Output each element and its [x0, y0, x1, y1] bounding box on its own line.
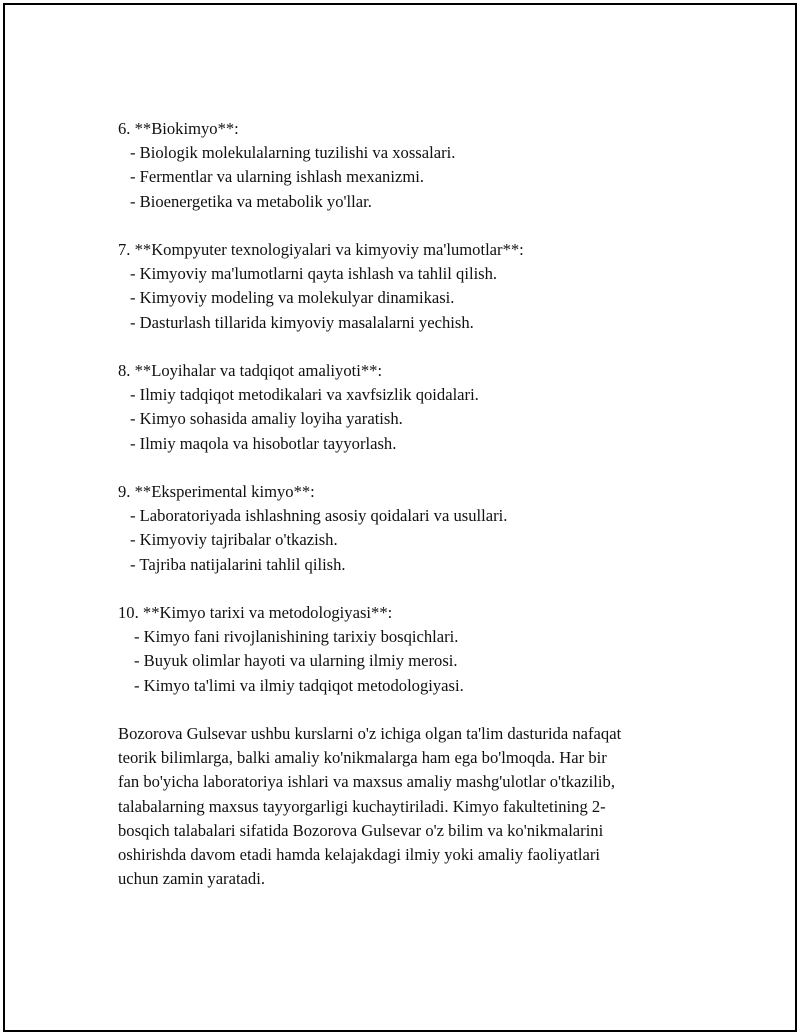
paragraph-line: fan bo'yicha laboratoriya ishlari va maxsus amaliy mashg'ulotlar o'tkazilib, — [118, 772, 615, 792]
section-kimyo-tarixi — [118, 601, 678, 698]
bullet-item: - Kimyo ta'limi va ilmiy tadqiqot metodologiyasi. — [134, 675, 464, 695]
bullet-item: - Kimyoviy tajribalar o'tkazish. — [130, 530, 338, 550]
bullet-item: - Biologik molekulalarning tuzilishi va xossalari. — [130, 143, 456, 163]
bullet-item: - Laboratoriyada ishlashning asosiy qoidalari va usullari. — [130, 506, 508, 526]
section-kompyuter-texnologiyalari — [118, 238, 678, 335]
paragraph-line: uchun zamin yaratadi. — [118, 869, 265, 889]
bullet-item: - Kimyoviy ma'lumotlarni qayta ishlash va tahlil qilish. — [130, 264, 498, 284]
section-heading: 10. **Kimyo tarixi va metodologiyasi**: — [118, 603, 393, 622]
bullet-item: - Tajriba natijalarini tahlil qilish. — [130, 554, 346, 574]
section-heading: 8. **Loyihalar va tadqiqot amaliyoti**: — [118, 361, 383, 380]
bullet-item: - Ilmiy maqola va hisobotlar tayyorlash. — [130, 433, 397, 453]
paragraph-line: Bozorova Gulsevar ushbu kurslarni o'z ichiga olgan ta'lim dasturida nafaqat — [118, 724, 622, 743]
bullet-item: - Fermentlar va ularning ishlash mexanizmi. — [130, 167, 424, 187]
section-heading: 9. **Eksperimental kimyo**: — [118, 482, 315, 501]
bullet-item: - Kimyo sohasida amaliy loyiha yaratish. — [130, 409, 403, 429]
closing-paragraph — [118, 722, 658, 891]
bullet-item: - Buyuk olimlar hayoti va ularning ilmiy merosi. — [134, 651, 458, 671]
section-loyihalar — [118, 359, 678, 456]
bullet-item: - Bioenergetika va metabolik yo'llar. — [130, 191, 372, 211]
section-heading: 6. **Biokimyo**: — [118, 119, 239, 138]
document-body — [118, 117, 678, 891]
bullet-item: - Kimyoviy modeling va molekulyar dinamikasi. — [130, 288, 455, 308]
paragraph-line: talabalarning maxsus tayyorgarligi kuchaytiriladi. Kimyo fakultetining 2- — [118, 796, 606, 816]
section-eksperimental-kimyo — [118, 480, 678, 577]
section-heading: 7. **Kompyuter texnologiyalari va kimyoviy ma'lumotlar**: — [118, 240, 524, 259]
section-biokimyo — [118, 117, 678, 214]
paragraph-line: teorik bilimlarga, balki amaliy ko'nikmalarga ham ega bo'lmoqda. Har bir — [118, 748, 607, 768]
paragraph-line: oshirishda davom etadi hamda kelajakdagi ilmiy yoki amaliy faoliyatlari — [118, 845, 601, 865]
bullet-item: - Kimyo fani rivojlanishining tarixiy bosqichlari. — [134, 627, 459, 647]
paragraph-line: bosqich talabalari sifatida Bozorova Gulsevar o'z bilim va ko'nikmalarini — [118, 820, 604, 840]
bullet-item: - Ilmiy tadqiqot metodikalari va xavfsizlik qoidalari. — [130, 385, 479, 405]
bullet-item: - Dasturlash tillarida kimyoviy masalalarni yechish. — [130, 312, 474, 332]
